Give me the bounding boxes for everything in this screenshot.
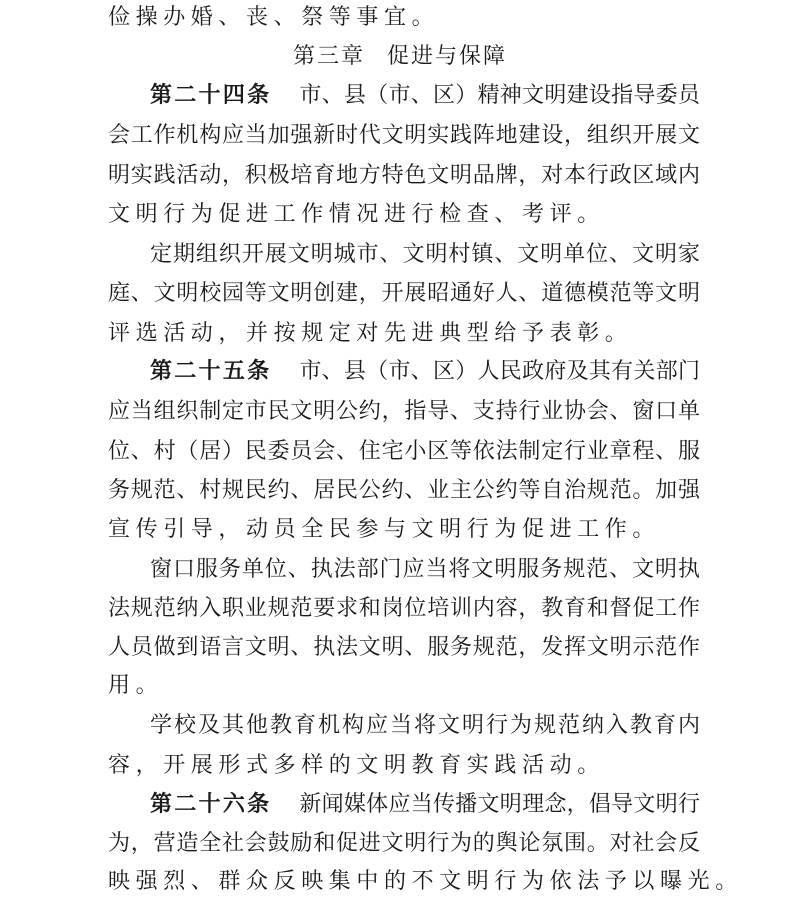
article-25-line: 务规范、村规民约、居民公约、业主公约等自治规范。加强 [108,478,700,503]
article-25-para3-line: 学校及其他教育机构应当将文明行为规范纳入教育内 [150,713,700,738]
article-24-number: 第二十四条 [150,83,272,108]
article-25-line: 位、村（居）民委员会、住宅小区等依法制定行业章程、服 [108,439,700,464]
article-25-line: 宣传引导，动员全民参与文明行为促进工作。 [108,517,661,542]
article-25-para2-line: 人员做到语言文明、执法文明、服务规范，发挥文明示范作 [108,635,700,660]
article-24-text: 市、县（市、区）精神文明建设指导委员 [299,83,700,108]
article-26-text: 新闻媒体应当传播文明理念，倡导文明行 [299,792,700,817]
article-25-para2-line: 用。 [108,673,164,698]
chapter-heading [0,37,800,77]
article-24-para2-line: 定期组织开展文明城市、文明村镇、文明单位、文明家 [150,242,700,267]
article-25-para2-line: 法规范纳入职业规范要求和岗位培训内容，教育和督促工作 [108,596,700,621]
top-fragment-line: 俭操办婚、丧、祭等事宜。 [108,5,440,30]
article-24-para2-line: 评选活动，并按规定对先进典型给予表彰。 [108,321,633,346]
article-25-para2-line: 窗口服务单位、执法部门应当将文明服务规范、文明执 [150,557,700,582]
article-25-first-line [150,352,700,392]
article-26-number: 第二十六条 [150,792,272,817]
chapter-number: 第三章 [292,44,365,69]
article-26-line: 为，营造全社会鼓励和促进文明行为的舆论氛围。对社会反 [108,831,700,856]
chapter-title: 促进与保障 [387,44,508,69]
article-24-first-line [150,76,700,116]
article-24-line: 明实践活动，积极培育地方特色文明品牌，对本行政区域内 [108,163,700,188]
article-26-line: 映强烈、群众反映集中的不文明行为依法予以曝光。 [108,869,743,894]
article-26-first-line [150,785,700,825]
article-25-text: 市、县（市、区）人民政府及其有关部门 [299,359,700,384]
article-24-line: 文明行为促进工作情况进行检查、考评。 [108,202,605,227]
article-25-number: 第二十五条 [150,359,272,384]
article-25-line: 应当组织制定市民文明公约，指导、支持行业协会、窗口单 [108,399,700,424]
article-24-para2-line: 庭、文明校园等文明创建，开展昭通好人、道德模范等文明 [108,281,700,306]
article-24-line: 会工作机构应当加强新时代文明实践阵地建设，组织开展文 [108,123,700,148]
article-25-para3-line: 容，开展形式多样的文明教育实践活动。 [108,753,605,778]
